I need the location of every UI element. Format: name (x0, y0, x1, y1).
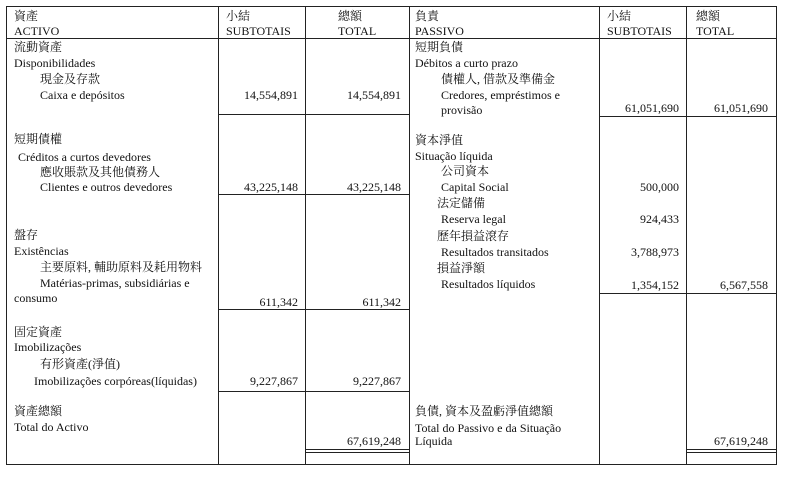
total-assets-value: 67,619,248 (347, 434, 401, 448)
capital-label-pt: Capital Social (441, 180, 509, 194)
section-rule (599, 116, 777, 117)
legal-reserve-subtotal: 924,433 (640, 212, 679, 226)
tangible-label-pt: Imobilizações corpóreas(líquidas) (34, 374, 197, 388)
section-rule (218, 391, 409, 392)
total-liab-pt: Total do Passivo e da Situação (415, 421, 562, 435)
capital-label-zh: 公司資本 (441, 164, 490, 178)
legal-reserve-pt: Reserva legal (441, 212, 506, 226)
tangible-subtotal: 9,227,867 (250, 374, 298, 388)
st-liabilities-zh: 短期負債 (415, 40, 464, 54)
subtotal2-header-zh: 小結 (607, 9, 632, 23)
receivables-label-pt: Clientes e outros devedores (40, 180, 173, 194)
section-rule (218, 309, 409, 310)
total2-header-pt: TOTAL (696, 24, 735, 38)
total-header-pt: TOTAL (338, 24, 377, 38)
subtotal2-header-pt: SUBTOTAIS (607, 24, 672, 38)
materials-subtotal: 611,342 (259, 295, 298, 309)
retained-pt: Resultados transitados (441, 245, 549, 259)
fixed-assets-zh: 固定資產 (14, 325, 63, 339)
creditors-label-zh: 債權人, 借款及準備金 (441, 72, 556, 86)
materials-total: 611,342 (362, 295, 401, 309)
cash-subtotal: 14,554,891 (244, 88, 298, 102)
st-credits-pt: Créditos a curtos devedores (18, 150, 151, 164)
column-divider (218, 6, 219, 464)
total-rule (305, 452, 409, 453)
legal-reserve-zh: 法定儲備 (437, 196, 486, 210)
disponibilidades-label: Disponibilidades (14, 56, 96, 70)
net-result-zh: 損益淨額 (437, 261, 486, 275)
inventory-zh: 盤存 (14, 228, 39, 242)
st-liabilities-pt: Débitos a curto prazo (415, 56, 518, 70)
receivables-total: 43,225,148 (347, 180, 401, 194)
liabilities-header-zh: 負責 (415, 9, 440, 23)
current-assets-zh: 流動資產 (14, 40, 63, 54)
cash-label-pt: Caixa e depósitos (40, 88, 125, 102)
creditors-label-pt: Credores, empréstimos e (441, 88, 560, 102)
net-result-subtotal: 1,354,152 (631, 278, 679, 292)
total-liab-pt-cont: Líquida (415, 434, 453, 448)
equity-zh: 資本淨值 (415, 133, 464, 147)
fixed-assets-pt: Imobilizações (14, 340, 82, 354)
equity-pt: Situação líquida (415, 149, 493, 163)
assets-header-zh: 資產 (14, 9, 39, 23)
total-rule (686, 452, 777, 453)
top-border (6, 6, 777, 7)
section-rule (599, 293, 777, 294)
retained-subtotal: 3,788,973 (631, 245, 679, 259)
materials-label-pt-cont: consumo (14, 291, 58, 305)
liabilities-header-pt: PASSIVO (415, 24, 464, 38)
section-rule (218, 194, 409, 195)
section-rule (218, 114, 409, 115)
receivables-subtotal: 43,225,148 (244, 180, 298, 194)
column-divider (409, 6, 410, 464)
cash-total: 14,554,891 (347, 88, 401, 102)
net-result-pt: Resultados líquidos (441, 277, 536, 291)
assets-header-pt: ACTIVO (14, 24, 60, 38)
total2-header-zh: 總額 (696, 9, 721, 23)
cash-label-zh: 現金及存款 (40, 72, 101, 86)
column-divider (6, 6, 7, 464)
subtotal-header-pt: SUBTOTAIS (226, 24, 291, 38)
capital-subtotal: 500,000 (640, 180, 679, 194)
retained-zh: 歷年損益滾存 (437, 229, 510, 243)
total-rule (305, 449, 409, 450)
inventory-pt: Existências (14, 244, 69, 258)
header-rule (6, 38, 777, 39)
column-divider (599, 6, 600, 464)
total-header-zh: 總額 (338, 9, 363, 23)
tangible-label-zh: 有形資產(淨值) (40, 357, 120, 371)
total-liab-zh: 負債, 資本及盈虧淨值總額 (415, 404, 554, 418)
materials-label-pt: Matérias-primas, subsidiárias e (40, 276, 190, 290)
total-assets-pt: Total do Activo (14, 420, 89, 434)
total-assets-zh: 資產總額 (14, 404, 63, 418)
creditors-label-pt-cont: provisão (441, 103, 483, 117)
bottom-border (6, 464, 777, 465)
creditors-subtotal: 61,051,690 (625, 101, 679, 115)
column-divider (305, 6, 306, 464)
column-divider (686, 6, 687, 464)
equity-total: 6,567,558 (720, 278, 768, 292)
materials-label-zh: 主要原料, 輔助原料及耗用物料 (40, 260, 203, 274)
creditors-total: 61,051,690 (714, 101, 768, 115)
total-liab-value: 67,619,248 (714, 434, 768, 448)
subtotal-header-zh: 小結 (226, 9, 251, 23)
tangible-total: 9,227,867 (353, 374, 401, 388)
column-divider (776, 6, 777, 464)
receivables-label-zh: 應收賬款及其他債務人 (40, 165, 161, 179)
total-rule (686, 449, 777, 450)
st-credits-zh: 短期債權 (14, 132, 63, 146)
